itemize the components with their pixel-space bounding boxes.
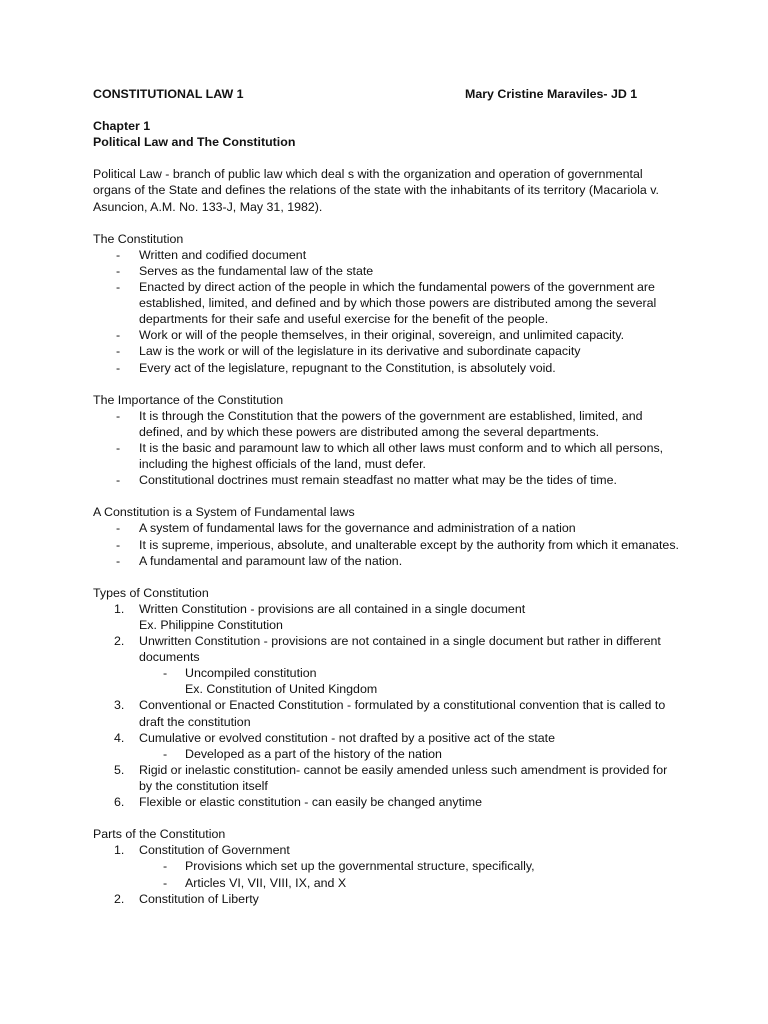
sub-list xyxy=(139,665,683,681)
list-item: - It is supreme, imperious, absolute, and unalterable except by the authority from which it emanates. xyxy=(93,537,683,553)
section-heading-system: A Constitution is a System of Fundamental laws xyxy=(93,505,355,520)
sub-list-item: - Articles VI, VII, VIII, IX, and X xyxy=(93,875,683,891)
section-heading-types: Types of Constitution xyxy=(93,585,209,600)
system-list xyxy=(93,520,683,568)
section-heading-importance: The Importance of the Constitution xyxy=(93,392,284,407)
document-header xyxy=(93,86,683,102)
list-marker: 5. xyxy=(114,762,125,777)
list-item: - Serves as the fundamental law of the state xyxy=(93,263,683,279)
sub-list-item: - Uncompiled constitution xyxy=(93,665,683,681)
list-item: - Constitutional doctrines must remain steadfast no matter what may be the tides of time. xyxy=(93,472,683,488)
list-item xyxy=(93,633,683,697)
list-item: - Work or will of the people themselves, in their original, sovereign, and unlimited capacity. xyxy=(93,327,683,343)
course-title: CONSTITUTIONAL LAW 1 xyxy=(93,87,244,101)
sub-list xyxy=(139,746,683,762)
list-item xyxy=(93,601,683,633)
list-item-text: Written Constitution - provisions are all contained in a single document xyxy=(139,601,526,616)
document-page xyxy=(93,86,683,907)
importance-list xyxy=(93,408,683,488)
list-item-text: Unwritten Constitution - provisions are not contained in a single document but rather in different documents xyxy=(139,634,661,665)
list-item: - It is through the Constitution that the powers of the government are established, limited, and defined, and by which these powers are distributed among the several departments. xyxy=(93,408,683,440)
section-heading-constitution: The Constitution xyxy=(93,231,184,246)
sub-list-item: - Developed as a part of the history of the nation xyxy=(93,746,683,762)
list-marker: 4. xyxy=(114,730,125,745)
list-item: - Law is the work or will of the legislature in its derivative and subordinate capacity xyxy=(93,343,683,359)
list-marker: 6. xyxy=(114,795,125,810)
section-heading-parts: Parts of the Constitution xyxy=(93,827,226,842)
chapter-title: Political Law and The Constitution xyxy=(93,135,296,150)
list-marker: 2. xyxy=(114,891,125,906)
list-item: - Enacted by direct action of the people in which the fundamental powers of the government are established, limited, and defined and by which those powers are distributed among the several departments for their safe and useful exercise for the benefit of the people. xyxy=(93,279,683,327)
author-name: Mary Cristine Maraviles- JD 1 xyxy=(465,87,638,101)
list-item-text: Rigid or inelastic constitution- cannot be easily amended unless such amendment is provided for by the constitution itself xyxy=(139,762,668,793)
list-item: - Every act of the legislature, repugnant to the Constitution, is absolutely void. xyxy=(93,360,683,376)
list-marker: 1. xyxy=(114,601,125,616)
list-marker: 3. xyxy=(114,698,125,713)
chapter-number: Chapter 1 xyxy=(93,119,151,134)
list-marker: 2. xyxy=(114,634,125,649)
list-item-text: Constitution of Government xyxy=(139,843,290,858)
list-item xyxy=(93,730,683,762)
sub-list-example: Ex. Constitution of United Kingdom xyxy=(185,682,378,697)
sub-list xyxy=(139,858,683,890)
list-item-text: Conventional or Enacted Constitution - formulated by a constitutional convention that is called to draft the constitution xyxy=(139,698,666,729)
sub-list-item: - Provisions which set up the governmental structure, specifically, xyxy=(93,858,683,874)
list-item: - A system of fundamental laws for the governance and administration of a nation xyxy=(93,520,683,536)
list-item xyxy=(93,762,683,794)
intro-paragraph: Political Law - branch of public law which deal s with the organization and operation of governmental organs of the State and defines the relations of the state with the inhabitants of its territory (Macariola v. Asuncion, A.M. No. 133-J, May 31, 1982). xyxy=(93,167,659,214)
types-list xyxy=(93,601,683,810)
list-marker: 1. xyxy=(114,843,125,858)
list-item: - It is the basic and paramount law to which all other laws must conform and to which all persons, including the highest officials of the land, must defer. xyxy=(93,440,683,472)
list-item-example: Ex. Philippine Constitution xyxy=(139,618,283,632)
list-item-text: Constitution of Liberty xyxy=(139,891,259,906)
parts-list xyxy=(93,842,683,906)
list-item xyxy=(93,891,683,907)
list-item: - A fundamental and paramount law of the nation. xyxy=(93,553,683,569)
list-item-text: Cumulative or evolved constitution - not drafted by a positive act of the state xyxy=(139,730,555,745)
list-item xyxy=(93,794,683,810)
list-item: - Written and codified document xyxy=(93,247,683,263)
list-item xyxy=(93,842,683,890)
list-item-text: Flexible or elastic constitution - can easily be changed anytime xyxy=(139,795,482,810)
constitution-list xyxy=(93,247,683,376)
list-item xyxy=(93,697,683,729)
